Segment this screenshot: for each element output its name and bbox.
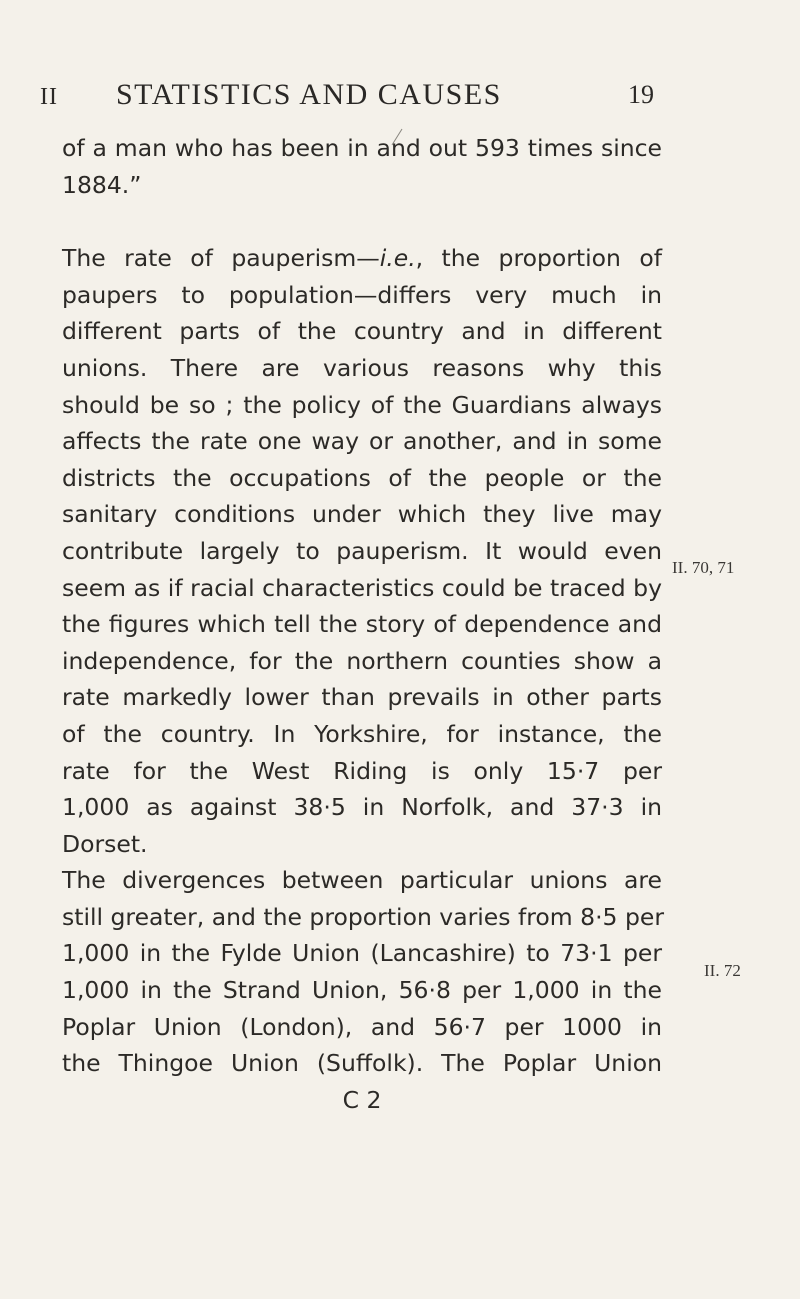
- text-line: the figures which tell the story of dependence and: [62, 610, 662, 639]
- body-text: [62, 130, 665, 1118]
- running-header: [0, 78, 800, 118]
- text-line-part: The rate of pauperism—: [62, 244, 380, 273]
- text-line: The divergences between particular unions are: [62, 866, 662, 895]
- text-line: affects the rate one way or another, and in some: [62, 427, 662, 456]
- page-number: 19: [628, 80, 654, 109]
- text-line: of the country. In Yorkshire, for instance, the: [62, 719, 662, 748]
- text-line: Poplar Union (London), and 56·7 per 1000 in: [62, 1012, 662, 1041]
- text-line: independence, for the northern counties show a: [62, 646, 662, 675]
- text-line: 1884.”: [62, 170, 142, 199]
- text-line: should be so ; the policy of the Guardians always: [62, 390, 662, 419]
- text-line: the Thingoe Union (Suffolk). The Poplar Union: [62, 1049, 662, 1078]
- text-line: 1,000 as against 38·5 in Norfolk, and 37·3 in: [62, 793, 662, 822]
- running-title: STATISTICS AND CAUSES: [116, 78, 502, 111]
- text-line: of a man who has been in and out 593 times since: [62, 134, 662, 162]
- text-line: unions. There are various reasons why this: [62, 353, 662, 382]
- text-line: contribute largely to pauperism. It would even: [62, 536, 662, 565]
- text-line: sanitary conditions under which they live may: [62, 500, 662, 529]
- text-line: different parts of the country and in different: [62, 317, 662, 346]
- text-line-part: , the proportion of: [415, 244, 662, 273]
- text-line: districts the occupations of the people or the: [62, 463, 662, 492]
- text-line: Dorset.: [62, 829, 148, 858]
- text-line: [62, 240, 662, 277]
- margin-reference: II. 70, 71: [672, 558, 735, 577]
- text-line: seem as if racial characteristics could be traced by: [62, 573, 662, 602]
- text-line: 1,000 in the Fylde Union (Lancashire) to 73·1 per: [62, 939, 662, 968]
- paragraph-gap: [62, 203, 662, 240]
- chapter-number: II: [40, 84, 58, 110]
- text-line: 1,000 in the Strand Union, 56·8 per 1,000 in the: [62, 976, 662, 1005]
- margin-reference: II. 72: [704, 961, 741, 980]
- italic-abbrev: i.e.: [379, 244, 416, 273]
- text-line: rate markedly lower than prevails in other parts: [62, 683, 662, 712]
- signature-mark: C 2: [342, 1085, 382, 1114]
- text-line: rate for the West Riding is only 15·7 per: [62, 756, 662, 785]
- text-line: still greater, and the proportion varies from 8·5 per: [62, 902, 665, 931]
- text-line: paupers to population—differs very much in: [62, 280, 662, 309]
